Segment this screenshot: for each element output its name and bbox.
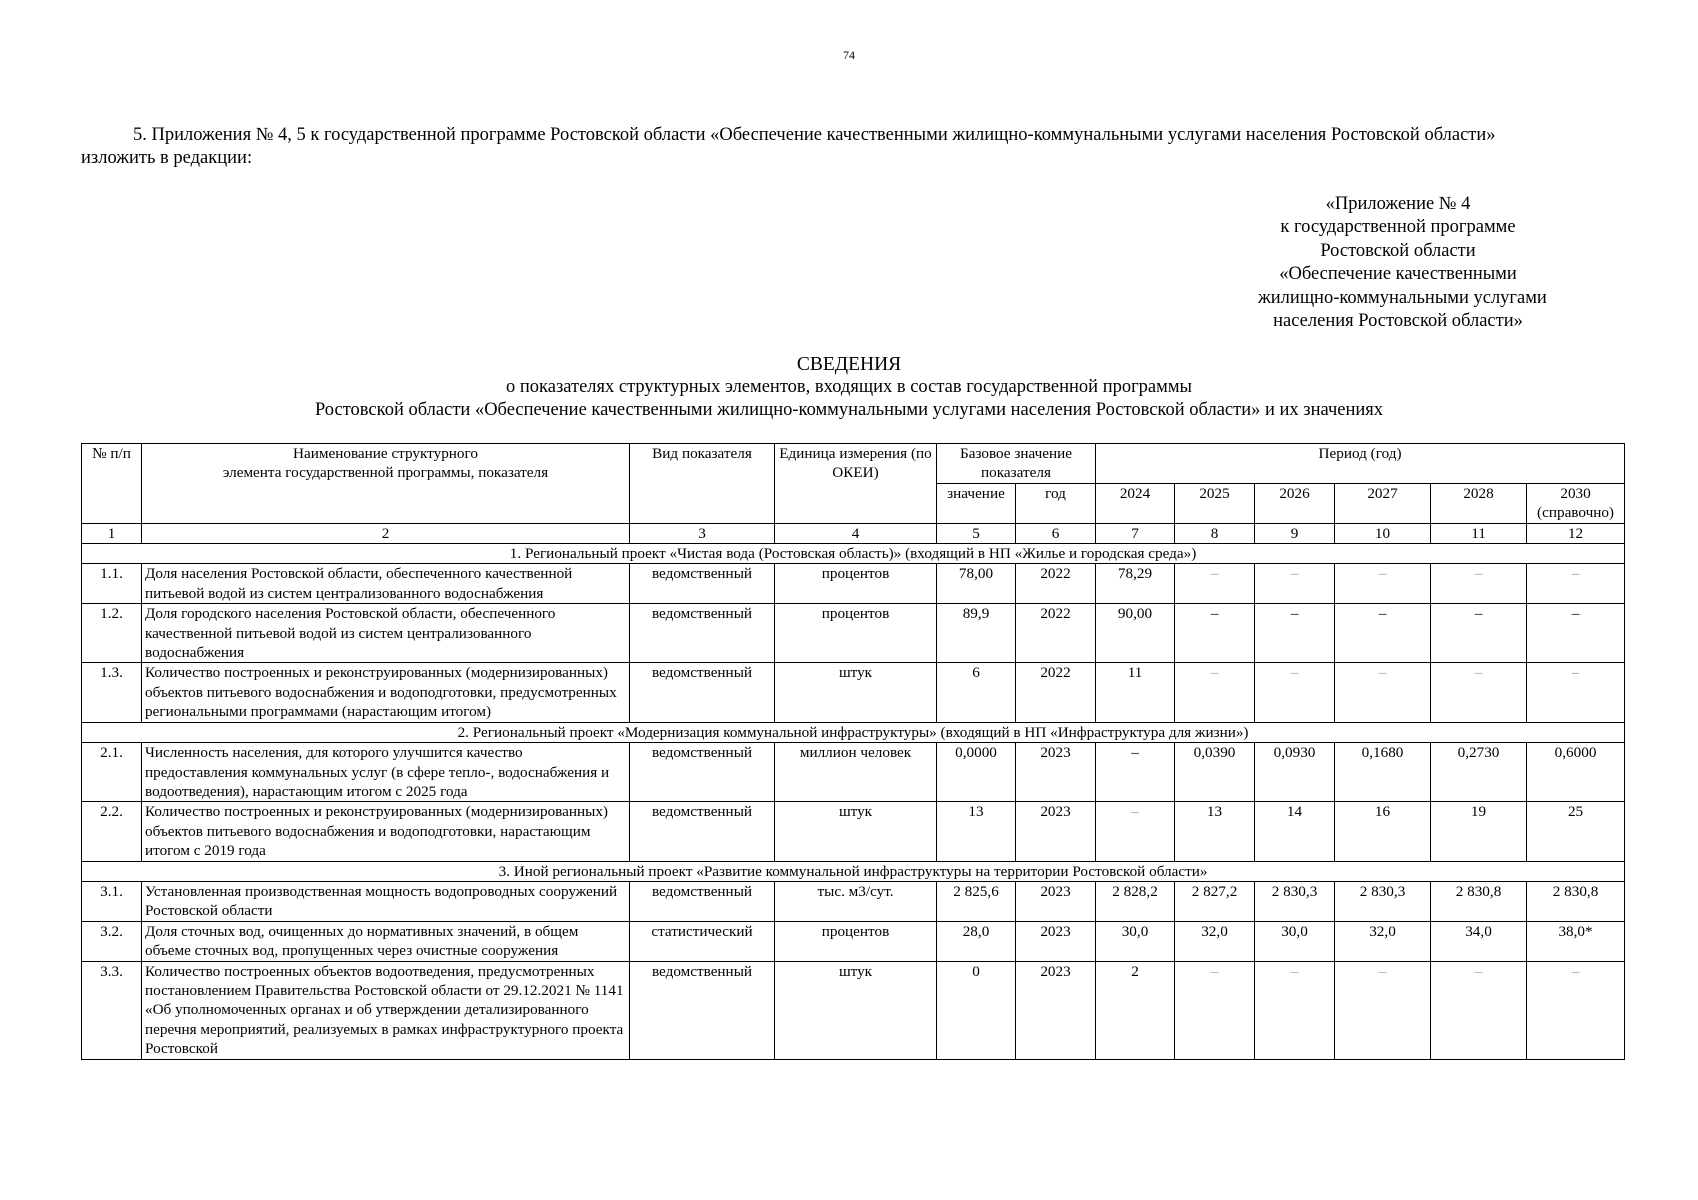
period-value: – xyxy=(1527,604,1625,663)
column-number: 10 xyxy=(1335,523,1431,543)
period-value: – xyxy=(1335,961,1431,1059)
period-value: – xyxy=(1255,564,1335,604)
title-line-3: Ростовской области «Обеспечение качественными жилищно-коммунальными услугами населения Ростовской области» и их значениях xyxy=(314,400,1384,420)
period-value: – xyxy=(1255,604,1335,663)
row-number: 2.1. xyxy=(82,743,142,802)
base-value: 6 xyxy=(937,663,1016,722)
header-name-line-1: Наименование структурного xyxy=(293,445,478,462)
page-number: 74 xyxy=(843,48,855,62)
period-value: – xyxy=(1255,663,1335,722)
indicator-unit: штук xyxy=(775,802,937,861)
period-value: 2 830,3 xyxy=(1335,881,1431,921)
period-value: 32,0 xyxy=(1335,921,1431,961)
period-value: – xyxy=(1175,564,1255,604)
indicator-row xyxy=(82,564,1625,604)
period-value: – xyxy=(1431,961,1527,1059)
base-year: 2022 xyxy=(1016,663,1096,722)
row-number: 3.1. xyxy=(82,881,142,921)
appendix-header xyxy=(1258,193,1547,333)
period-value: – xyxy=(1431,663,1527,722)
indicator-name: Количество построенных объектов водоотведения, предусмотренных постановлением Правительства Ростовской области от 29.12.2021 № 1141 «Об уполномоченных органах и об утверждении детализированного перечня мероприятий, реализуемых в рамках инфраструктурного проекта Ростовской xyxy=(142,961,630,1059)
period-value: 2 830,8 xyxy=(1527,881,1625,921)
header-year: 2030 (справочно) xyxy=(1527,483,1625,523)
appendix-line: «Приложение № 4 xyxy=(1325,194,1471,214)
indicator-type: ведомственный xyxy=(630,604,775,663)
base-year: 2023 xyxy=(1016,743,1096,802)
row-number: 1.2. xyxy=(82,604,142,663)
header-year: 2024 xyxy=(1096,483,1175,523)
document-title xyxy=(0,353,1698,422)
header-base-year: год xyxy=(1016,483,1096,523)
base-value: 0,0000 xyxy=(937,743,1016,802)
base-value: 13 xyxy=(937,802,1016,861)
indicator-type: ведомственный xyxy=(630,881,775,921)
column-numbers-row xyxy=(82,523,1625,543)
intro-line-1: 5. Приложения № 4, 5 к государственной программе Ростовской области «Обеспечение качественными жилищно-коммунальными услугами населения Ростовской области» xyxy=(133,125,1496,145)
period-value: – xyxy=(1527,564,1625,604)
period-value: – xyxy=(1175,961,1255,1059)
column-number: 6 xyxy=(1016,523,1096,543)
indicator-row xyxy=(82,802,1625,861)
appendix-line: к государственной программе xyxy=(1280,217,1516,238)
header-year: 2027 xyxy=(1335,483,1431,523)
period-value: – xyxy=(1096,802,1175,861)
period-value: – xyxy=(1335,604,1431,663)
period-value: – xyxy=(1175,663,1255,722)
indicator-name: Доля населения Ростовской области, обеспеченного качественной питьевой водой из систем централизованного водоснабжения xyxy=(142,564,630,604)
period-value: 34,0 xyxy=(1431,921,1527,961)
section-title: 2. Региональный проект «Модернизация коммунальной инфраструктуры» (входящий в НП «Инфраструктура для жизни») xyxy=(82,722,1625,742)
column-number: 4 xyxy=(775,523,937,543)
column-number: 9 xyxy=(1255,523,1335,543)
period-value: 38,0* xyxy=(1527,921,1625,961)
period-value: 32,0 xyxy=(1175,921,1255,961)
indicator-type: ведомственный xyxy=(630,564,775,604)
period-value: – xyxy=(1096,743,1175,802)
period-value: 0,6000 xyxy=(1527,743,1625,802)
indicator-name: Доля сточных вод, очищенных до нормативных значений, в общем объеме сточных вод, пропущенных через очистные сооружения xyxy=(142,921,630,961)
indicator-unit: процентов xyxy=(775,564,937,604)
indicator-type: ведомственный xyxy=(630,663,775,722)
period-value: 16 xyxy=(1335,802,1431,861)
header-name xyxy=(142,444,630,524)
period-value: 2 830,3 xyxy=(1255,881,1335,921)
base-year: 2022 xyxy=(1016,604,1096,663)
indicator-name: Численность населения, для которого улучшится качество предоставления коммунальных услуг (в сфере тепло-, водоснабжения и водоотведения), нарастающим итогом с 2025 года xyxy=(142,743,630,802)
header-name-line-2: элемента государственной программы, показателя xyxy=(222,464,549,482)
column-number: 7 xyxy=(1096,523,1175,543)
base-year: 2023 xyxy=(1016,881,1096,921)
period-value: 2 828,2 xyxy=(1096,881,1175,921)
base-year: 2023 xyxy=(1016,961,1096,1059)
period-value: 0,1680 xyxy=(1335,743,1431,802)
base-year: 2022 xyxy=(1016,564,1096,604)
header-year: 2026 xyxy=(1255,483,1335,523)
title-line-2: о показателях структурных элементов, входящих в состав государственной программы xyxy=(506,377,1192,397)
section-row xyxy=(82,722,1625,742)
indicator-name: Доля городского населения Ростовской области, обеспеченного качественной питьевой водой из систем централизованного водоснабжения xyxy=(142,604,630,663)
period-value: 0,0930 xyxy=(1255,743,1335,802)
column-number: 2 xyxy=(142,523,630,543)
period-value: 2 827,2 xyxy=(1175,881,1255,921)
period-value: 0,2730 xyxy=(1431,743,1527,802)
indicators-table xyxy=(81,443,1625,1060)
section-row xyxy=(82,544,1625,564)
indicator-type: ведомственный xyxy=(630,743,775,802)
header-base: Базовое значение показателя xyxy=(937,444,1096,484)
row-number: 2.2. xyxy=(82,802,142,861)
period-value: 90,00 xyxy=(1096,604,1175,663)
period-value: 19 xyxy=(1431,802,1527,861)
base-value: 28,0 xyxy=(937,921,1016,961)
base-value: 78,00 xyxy=(937,564,1016,604)
indicator-name: Установленная производственная мощность водопроводных сооружений Ростовской области xyxy=(142,881,630,921)
column-number: 1 xyxy=(82,523,142,543)
header-year: 2025 xyxy=(1175,483,1255,523)
base-value: 89,9 xyxy=(937,604,1016,663)
section-row xyxy=(82,861,1625,881)
column-number: 8 xyxy=(1175,523,1255,543)
period-value: 25 xyxy=(1527,802,1625,861)
column-number: 12 xyxy=(1527,523,1625,543)
header-period: Период (год) xyxy=(1096,444,1625,484)
indicator-row xyxy=(82,663,1625,722)
column-number: 5 xyxy=(937,523,1016,543)
header-no: № п/п xyxy=(82,444,142,524)
indicator-row xyxy=(82,604,1625,663)
period-value: 2 830,8 xyxy=(1431,881,1527,921)
indicator-unit: тыс. м3/сут. xyxy=(775,881,937,921)
period-value: 30,0 xyxy=(1096,921,1175,961)
appendix-line: жилищно-коммунальными услугами xyxy=(1258,287,1547,308)
appendix-line: Ростовской области xyxy=(1320,240,1476,261)
base-value: 2 825,6 xyxy=(937,881,1016,921)
period-value: 13 xyxy=(1175,802,1255,861)
base-year: 2023 xyxy=(1016,802,1096,861)
indicator-type: статистический xyxy=(630,921,775,961)
indicator-unit: процентов xyxy=(775,921,937,961)
period-value: – xyxy=(1175,604,1255,663)
title-main: СВЕДЕНИЯ xyxy=(796,354,902,375)
period-value: – xyxy=(1527,663,1625,722)
indicator-unit: миллион человек xyxy=(775,743,937,802)
indicator-row xyxy=(82,743,1625,802)
indicator-name: Количество построенных и реконструированных (модернизированных) объектов питьевого водоснабжения и водоподготовки, предусмотренных региональными программами (нарастающим итогом) xyxy=(142,663,630,722)
section-title: 1. Региональный проект «Чистая вода (Ростовская область)» (входящий в НП «Жилье и городская среда») xyxy=(82,544,1625,564)
period-value: – xyxy=(1431,604,1527,663)
row-number: 3.3. xyxy=(82,961,142,1059)
period-value: 0,0390 xyxy=(1175,743,1255,802)
header-unit: Единица измерения (по ОКЕИ) xyxy=(775,444,937,524)
header-row-1 xyxy=(82,444,1625,484)
intro-paragraph xyxy=(81,124,1621,170)
indicator-unit: процентов xyxy=(775,604,937,663)
row-number: 1.3. xyxy=(82,663,142,722)
period-value: 2 xyxy=(1096,961,1175,1059)
header-year: 2028 xyxy=(1431,483,1527,523)
indicator-row xyxy=(82,921,1625,961)
period-value: 11 xyxy=(1096,663,1175,722)
intro-line-2: изложить в редакции: xyxy=(81,148,253,168)
period-value: – xyxy=(1431,564,1527,604)
indicator-unit: штук xyxy=(775,961,937,1059)
indicator-row xyxy=(82,961,1625,1059)
column-number: 11 xyxy=(1431,523,1527,543)
header-type: Вид показателя xyxy=(630,444,775,524)
section-title: 3. Иной региональный проект «Развитие коммунальной инфраструктуры на территории Ростовской области» xyxy=(82,861,1625,881)
period-value: – xyxy=(1335,663,1431,722)
period-value: 78,29 xyxy=(1096,564,1175,604)
period-value: – xyxy=(1335,564,1431,604)
indicator-type: ведомственный xyxy=(630,961,775,1059)
indicator-row xyxy=(82,881,1625,921)
base-year: 2023 xyxy=(1016,921,1096,961)
row-number: 1.1. xyxy=(82,564,142,604)
period-value: – xyxy=(1255,961,1335,1059)
period-value: 30,0 xyxy=(1255,921,1335,961)
row-number: 3.2. xyxy=(82,921,142,961)
header-base-value: значение xyxy=(937,483,1016,523)
column-number: 3 xyxy=(630,523,775,543)
indicator-name: Количество построенных и реконструированных (модернизированных) объектов питьевого водоснабжения и водоподготовки, нарастающим итогом с 2019 года xyxy=(142,802,630,861)
period-value: 14 xyxy=(1255,802,1335,861)
indicator-unit: штук xyxy=(775,663,937,722)
appendix-line: населения Ростовской области» xyxy=(1273,311,1523,332)
period-value: – xyxy=(1527,961,1625,1059)
appendix-line: «Обеспечение качественными xyxy=(1279,264,1517,285)
indicator-type: ведомственный xyxy=(630,802,775,861)
base-value: 0 xyxy=(937,961,1016,1059)
